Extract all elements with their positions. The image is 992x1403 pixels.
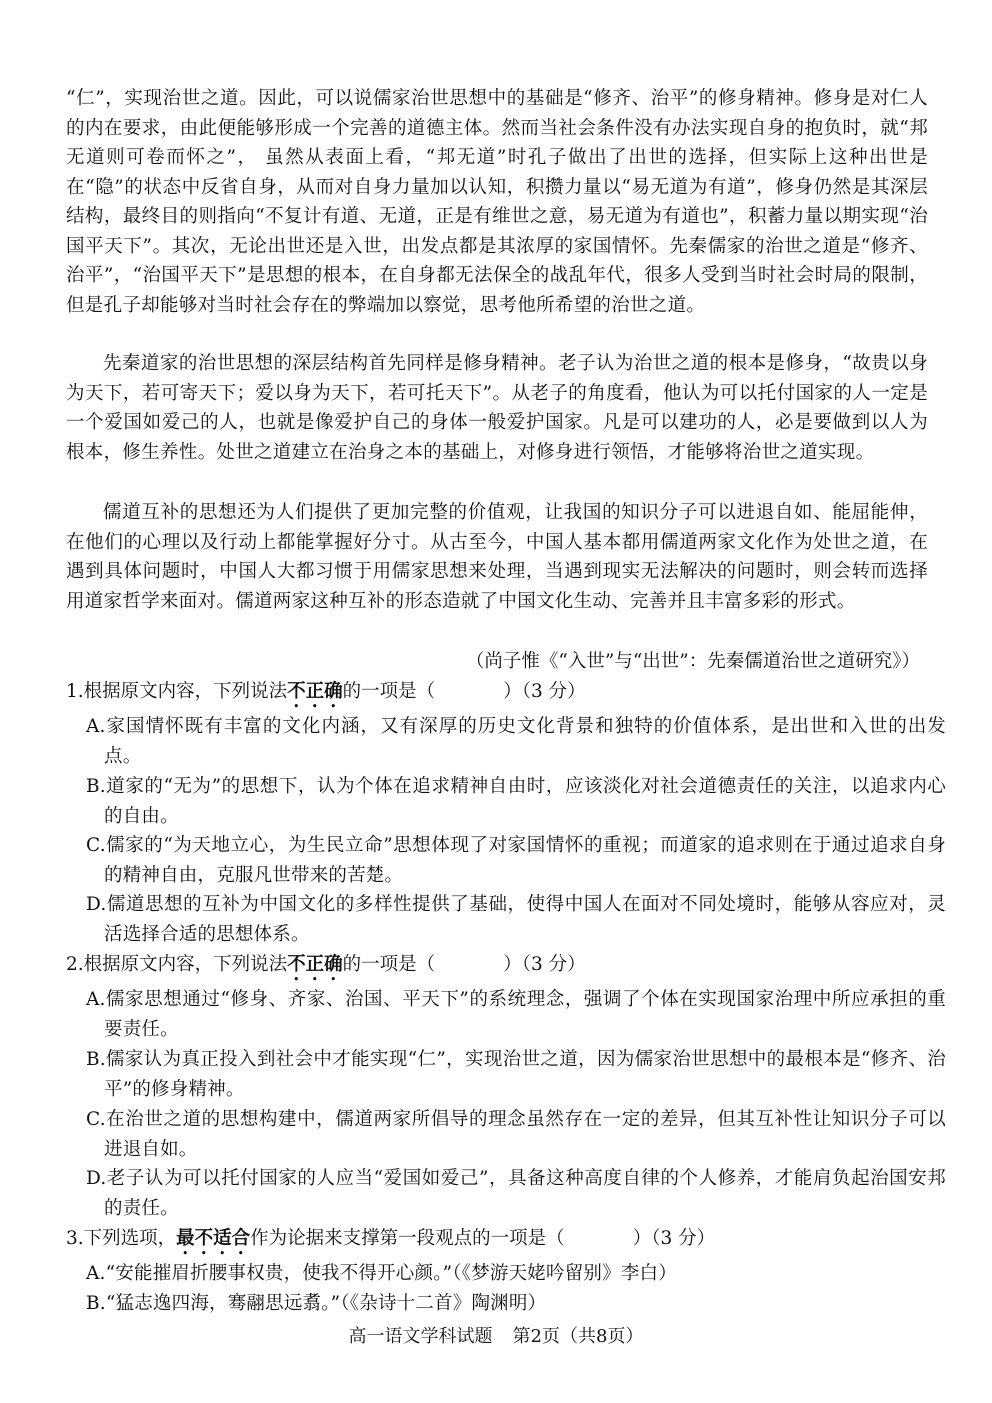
question-2-stem-pre: 2.根据原文内容，下列说法 <box>66 954 288 975</box>
passage-paragraph-2: 先秦道家的治世思想的深层结构首先同样是修身精神。老子认为治世之道的根本是修身，“故贵以身为天下，若可寄天下；爱以身为天下，若可托天下”。从老子的角度看，他认为可以托付国家的人一定是一个爱国如爱己的人，也就是像爱护自己的身体一般爱护国家。凡是可以建功的人，必是要做到以人为根本，修生养性。处世之道建立在治身之本的基础上，对修身进行领悟，才能够将治世之道实现。 <box>66 353 928 463</box>
question-3-stem-emphasis: 最不适合 <box>176 1228 251 1249</box>
question-1-stem-post: 的一项是（ <box>342 681 436 702</box>
question-2-option-d: D.老子认为可以托付国家的人应当“爱国如爱己”，具备这种高度自律的个人修养，才能肩负起治国安邦的责任。 <box>86 1168 946 1219</box>
question-1-stem-pre: 1.根据原文内容，下列说法 <box>66 681 288 702</box>
passage-paragraph-3: 儒道互补的思想还为人们提供了更加完整的价值观，让我国的知识分子可以进退自如、能屈能伸，在他们的心理以及行动上都能掌握好分寸。从古至今，中国人基本都用儒道两家文化作为处世之道，在遇到具体问题时，中国人大都习惯于用儒家思想来处理，当遇到现实无法解决的问题时，则会转而选择用道家哲学来面对。儒道两家这种互补的形态造就了中国文化生动、完善并且丰富多彩的形式。 <box>66 502 928 612</box>
question-2-stem-post: 的一项是（ <box>342 954 436 975</box>
question-1-stem-end: ）（3 分） <box>503 681 586 702</box>
question-2-option-a: A.儒家思想通过“修身、齐家、治国、平天下”的系统理念，强调了个体在实现国家治理中所应承担的重要责任。 <box>86 989 946 1040</box>
passage-source: （尚子惟《“入世”与“出世”：先秦儒道治世之道研究》） <box>465 651 920 672</box>
question-3-option-b: B.“猛志逸四海，骞翮思远翥。”（《杂诗十二首》陶渊明） <box>86 1293 547 1314</box>
question-1-option-c: C.儒家的“为天地立心，为生民立命”思想体现了对家国情怀的重视；而道家的追求则在于通过追求自身的精神自由，克服凡世带来的苦楚。 <box>86 835 946 886</box>
question-3-stem-pre: 3.下列选项， <box>66 1228 177 1249</box>
passage-paragraph-1: “仁”，实现治世之道。因此，可以说儒家治世思想中的基础是“修齐、治平”的修身精神。修身是对仁人的内在要求，由此便能够形成一个完善的道德主体。然而当社会条件没有办法实现自身的抱负时，就“邦无道则可卷而怀之”， 虽然从表面上看，“邦无道”时孔子做出了出世的选择，但实际上这种出世是在“隐”的状态中反省自身，从而对自身力量加以认知，积攒力量以“易无道为有道”，修身仍然是其深层结构，最终目的则指向“不复计有道、无道，正是有维世之意，易无道为有道也”，积蓄力量以期实现“治国平天下”。其次，无论出世还是入世，出发点都是其浓厚的家国情怀。先秦儒家的治世之道是“修齐、治平”，“治国平天下”是思想的根本，在自身都无法保全的战乱年代，很多人受到当时社会时局的限制，但是孔子却能够对当时社会存在的弊端加以察觉，思考他所希望的治世之道。 <box>66 88 928 316</box>
question-3-stem-end: ）（3 分） <box>632 1228 716 1249</box>
question-2-stem-end: ）（3 分） <box>503 954 586 975</box>
footer-page-number: 第2页（共8页） <box>512 1326 644 1347</box>
question-2-option-b: B.儒家认为真正投入到社会中才能实现“仁”，实现治世之道，因为儒家治世思想中的最根本是“修齐、治平”的修身精神。 <box>86 1049 946 1100</box>
page-footer <box>0 1324 992 1350</box>
question-1-option-d: D.儒道思想的互补为中国文化的多样性提供了基础，使得中国人在面对不同处境时，能够从容应对，灵活选择合适的思想体系。 <box>86 894 946 945</box>
question-1-option-a: A.家国情怀既有丰富的文化内涵，又有深厚的历史文化背景和独特的价值体系，是出世和入世的出发点。 <box>86 716 946 767</box>
footer-title: 高一语文学科试题 <box>348 1326 493 1347</box>
question-2-stem <box>66 950 928 985</box>
question-3-option-a: A.“安能摧眉折腰事权贵，使我不得开心颜。”（《梦游天姥吟留别》李白） <box>86 1263 677 1284</box>
question-2-stem-emphasis: 不正确 <box>287 954 343 975</box>
question-1-stem-emphasis: 不正确 <box>287 681 343 702</box>
question-2-option-c: C.在治世之道的思想构建中，儒道两家所倡导的理念虽然存在一定的差异，但其互补性让知识分子可以进退自如。 <box>86 1109 946 1160</box>
question-3-stem-post: 作为论据来支撑第一段观点的一项是（ <box>250 1228 565 1249</box>
question-1-stem <box>66 677 928 712</box>
question-1-option-b: B.道家的“无为”的思想下，认为个体在追求精神自由时，应该淡化对社会道德责任的关注，以追求内心的自由。 <box>86 776 946 827</box>
question-3-stem <box>66 1224 928 1259</box>
